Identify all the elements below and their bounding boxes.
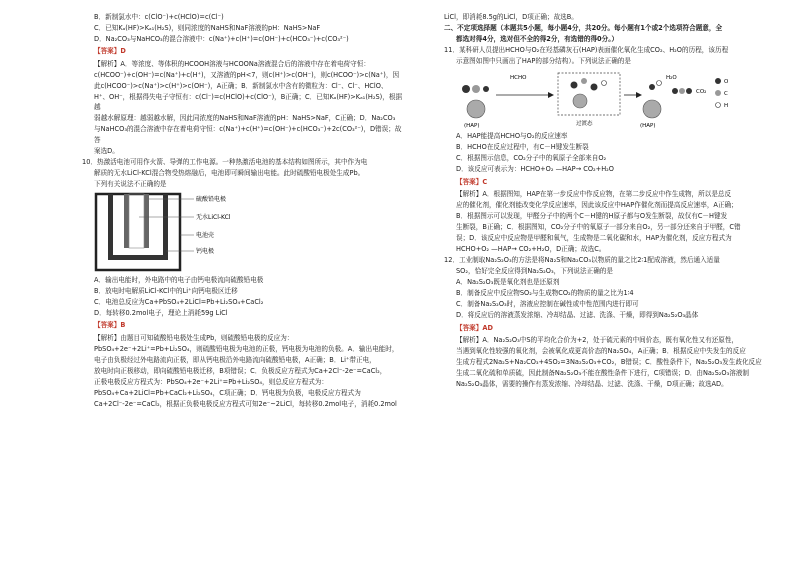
q10-explanation-line: PbSO₄+2e⁻+2Li⁺=Pb+Li₂SO₄，则硫酸铅电极为电池的正极，钙电极为电池的负极。A．输出电能时，	[94, 344, 399, 353]
q12-explanation-line: 当遇到氧化性较强的氧化剂，会被氧化成更高价态的Na₂SO₄，A正确；B．根据反应中失发生的反应	[456, 347, 746, 356]
label-hap-right: (HAP)	[640, 123, 656, 130]
reaction-mechanism-svg	[456, 67, 756, 129]
label-water: H₂O	[666, 75, 677, 82]
q12-explanation-line: Na₂S₂O₃晶体，需要的操作有蒸发浓缩、冷却结晶、过滤、洗涤、干燥，D项正确；故选AD。	[456, 380, 728, 389]
q10-answer: 【答案】B	[94, 321, 126, 330]
q12-options	[444, 277, 766, 320]
q11-stem	[444, 45, 766, 66]
label-hap-left: (HAP)	[464, 123, 480, 130]
q11-stem-line: 11．某科研人员提出HCHO与O₂在羟基磷灰石(HAP)表面催化氧化生成CO₂、H₂O的历程，该历程	[444, 46, 729, 54]
q11-explanation-line: HCHO+O₂ —HAP→ CO₂+H₂O，D正确；故选C。	[456, 245, 606, 254]
q11-explanation-line: 【解析】A．根据图知，HAP在第一步反应中作反应物，在第二步反应中作生成物，所以是总反	[456, 190, 732, 199]
q11-explanation-line: 生断裂，B正确；C．根据图知，CO₂分子中的氧原子一部分来自O₂，另一部分还来自于甲醛，C错	[456, 223, 741, 232]
q9-explanation-line: 弱越水解原理：越弱越水解，因此同浓度的NaHS和NaF溶液的pH：NaHS>NaF，C正确；D．Na₂CO₃	[94, 114, 396, 123]
q12-answer: 【答案】AD	[456, 323, 493, 332]
q10-explanation-line: 【解析】由题目可知硫酸铅电极处生成Pb，则硫酸铅电极的反应为：	[94, 333, 294, 342]
q11-explanation-line: 应的催化剂，催化剂能改变化学反应速率，因此该反应中HAP作催化剂而提高反应速率，A正确；	[456, 201, 738, 210]
q11-explanation-line: B．根据图示可以发现，甲醛分子中的两个C－H键的H原子都与O发生断裂，故仅有C－H键发	[456, 212, 728, 221]
q12-option-c: C．制备Na₂S₂O₃时，溶液应控制在碱性或中性范围内进行即可	[456, 300, 639, 309]
label-battery-shell: 电池壳	[196, 232, 215, 240]
q10-stem-line: 解质的无水LiCl-KCl混合物受热熔融后，电池即可瞬间输出电能。此时硫酸铅电极处生成Pb。	[94, 168, 365, 177]
q12-explanation-line: 生成方程式2Na₂S+Na₂CO₃+4SO₂=3Na₂S₂O₃+CO₂，B错误；C．酸性条件下，Na₂S₂O₃发生歧化反应	[456, 358, 762, 367]
q10-stem-line: 下列有关说法不正确的是	[94, 179, 167, 188]
q11-options	[444, 131, 766, 174]
q12-stem-line: SO₂，恰好完全反应得到Na₂S₂O₃，下列说法正确的是	[456, 267, 613, 276]
q10-stem-line: 10．热激活电池可用作火箭、导弹的工作电源。一种热激活电池的基本结构如图所示，其中作为电	[82, 157, 368, 166]
q12-option-b: B．制备反应中反应物SO₂与生成物CO₂的物质的量之比为1∶4	[456, 289, 634, 298]
legend-hydrogen: H	[724, 103, 729, 110]
q10-explanation-line: 放电时向正极移动，即向硫酸铅电极迁移，B项错误；C．负极反应方程式为Ca+2Cl⁻-2e⁻=CaCl₂，	[94, 366, 387, 375]
q11-explanation	[444, 189, 766, 254]
q10-option-b: B．放电时电解质LiCl-KCl中的Li⁺向钙电极区迁移	[94, 287, 238, 296]
q12-stem	[444, 255, 766, 276]
legend-oxygen: O	[724, 79, 729, 86]
q11-stem-line: 示意图如图中只画出了HAP的部分结构）。下列说法正确的是	[456, 57, 631, 65]
q10-explanation-line: 电子由负极经过外电路流向正极，即从钙电极沿外电路流向硫酸铅电极，A正确；B．Li⁺带正电，	[94, 355, 376, 364]
q11-option-a: A．HAP能提高HCHO与O₂的反应速率	[456, 132, 568, 141]
q11-option-b: B．HCHO在反应过程中，有C－H键发生断裂	[456, 143, 589, 152]
q10-explanation-line: PbSO₄+Ca+2LiCl=Pb+CaCl₂+Li₂SO₄，C项正确；D．钙电极为负极，电极反应方程式为	[94, 388, 361, 397]
q10-option-a: A．输出电能时，外电路中的电子由钙电极流向硫酸铅电极	[94, 276, 264, 285]
q9-explanation-line: 案选D。	[94, 146, 119, 155]
section-title: 二、不定项选择题（本题共5小题，每小题4分，共20分。每小题有1个或2个选项符合题意，全	[444, 24, 723, 32]
q12-stem-line: 12．工业制取Na₂S₂O₃的方法是将Na₂S和Na₂CO₃以物质的量之比2∶1配成溶液，然后通入适量	[444, 256, 720, 265]
q9-answer: 【答案】D	[94, 47, 126, 56]
q9-explanation	[82, 59, 404, 156]
label-electrolyte: 无水LiCl-KCl	[196, 214, 231, 222]
q9-option-b: B．新制氯水中：c(ClO⁻)+c(HClO)=c(Cl⁻)	[94, 13, 224, 21]
reaction-mechanism-diagram	[456, 67, 766, 129]
label-hcho: HCHO	[510, 75, 527, 82]
q11-answer: 【答案】C	[456, 177, 488, 186]
q12-option-d: D．将反应后的溶液蒸发浓缩、冷却结晶、过滤、洗涤、干燥，即得到Na₂S₂O₃晶体	[456, 311, 699, 320]
q11-option-c: C．根据图示信息，CO₂分子中的氧原子全部来自O₂	[456, 154, 607, 163]
q11-option-d: D．该反应可表示为：HCHO+O₂ —HAP→ CO₂+H₂O	[456, 165, 614, 174]
battery-diagram	[94, 191, 404, 273]
q10-option-d: D．每转移0.2mol电子，理论上消耗59g LiCl	[94, 309, 228, 318]
q9-option-c: C．已知Kₐ(HF)>Kₐ₁(H₂S)，则同浓度的NaHS和NaF溶液的pH：NaHS>NaF	[94, 24, 321, 32]
q9-explanation-line: 与NaHCO₃的混合溶液中存在着电荷守恒：c(Na⁺)+c(H⁺)=c(OH⁻)+c(HCO₃⁻)+2c(CO₃²⁻)，D错误；故答	[94, 125, 402, 144]
q10-options	[82, 275, 404, 318]
q9-options	[82, 12, 404, 44]
battery-diagram-svg	[94, 191, 264, 273]
label-co2: CO₂	[696, 89, 707, 96]
q10-explanation	[82, 333, 404, 409]
q12-option-a: A．Na₂S₂O₃既是氧化剂也是还原剂	[456, 278, 560, 287]
q10-explanation-line: 正极电极反应方程式为：PbSO₄+2e⁻+2Li⁺=Pb+Li₂SO₄，则总反应方程式为：	[94, 377, 328, 386]
right-column	[444, 12, 766, 390]
q12-explanation-line: 【解析】A．Na₂S₂O₃中S的平均化合价为+2，处于硫元素的中间价态，既有氧化性又有还原性，	[456, 336, 739, 345]
label-transition-state: 过渡态	[576, 121, 593, 128]
label-lead-sulfate-electrode: 硫酸铅电极	[196, 196, 227, 204]
q9-explanation-line: c(HCOO⁻)+c(OH⁻)=c(Na⁺)+c(H⁺)，又溶液的pH<7，则c(H⁺)>c(OH⁻)，则c(HCOO⁻)>c(Na⁺)，因	[94, 70, 400, 79]
q10-option-c: C．电池总反应为Ca+PbSO₄+2LiCl=Pb+Li₂SO₄+CaCl₂	[94, 298, 264, 307]
label-calcium-electrode: 钙电极	[196, 248, 215, 256]
q10-stem	[82, 157, 404, 189]
left-column	[82, 12, 404, 410]
legend-carbon: C	[724, 91, 728, 98]
q11-explanation-line: 误；D．该反应中反应物是甲醛和氧气，生成物是二氧化碳和水，HAP为催化剂，反应方程式为	[456, 234, 732, 243]
q9-explanation-line: H⁺、OH⁻，根据得失电子守恒有：c(Cl⁻)=c(HClO)+c(ClO⁻)，B正确；C．已知Kₐ(HF)>Kₐ₁(H₂S)，根据越	[94, 92, 403, 112]
q9-explanation-line: 此c(HCOO⁻)>c(Na⁺)>c(H⁺)>c(OH⁻)，A正确；B．新制氯水中含有的微粒为：Cl⁻、Cl⁻、HClO、	[94, 81, 388, 90]
q9-option-d: D．Na₂CO₃与NaHCO₃的混合溶液中：c(Na⁺)+c(H⁺)=c(OH⁻)+c(HCO₃⁻)+c(CO₃²⁻)	[94, 35, 349, 43]
q9-explanation-line: 【解析】A．等浓度、等体积的HCOOH溶液与HCOONa溶液混合后的溶液中存在着电荷守恒：	[94, 59, 370, 68]
section-title-line-2: 都选对得4分，选对但不全的得2分，有选错的得0分。）	[456, 35, 619, 43]
q12-explanation-line: 生成二氧化硫和单质硫，因此制备Na₂S₂O₃不能在酸性条件下进行，C项错误；D．由Na₂S₂O₃溶液制	[456, 369, 750, 378]
q12-explanation	[444, 335, 766, 389]
q10-explanation-line: Ca+2Cl⁻-2e⁻=CaCl₂，根据正负极电极反应方程式可知2e⁻~2LiCl，每转移0.2mol电子，消耗0.2mol	[94, 399, 397, 408]
q10-explanation-continued: LiCl，即消耗8.5g的LiCl，D项正确；故选B。	[444, 13, 578, 21]
